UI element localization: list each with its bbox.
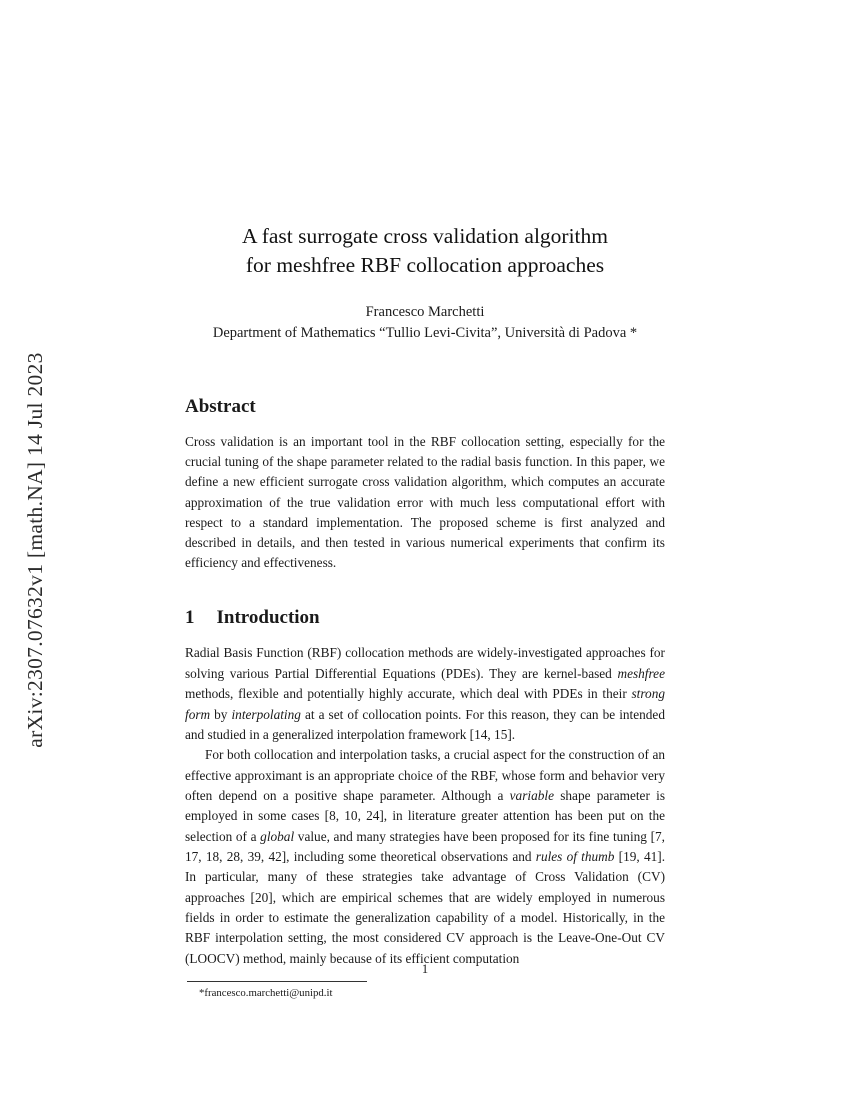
par2-seg-a: For both collocation and interpolation tasks, a crucial aspect for the construction of an effective approximant is an appropriate choice of the RBF, whose form and behavior very often depend on a positive shape parameter. Although a xyxy=(185,747,665,803)
footnote-email: *francesco.marchetti@unipd.it xyxy=(199,986,333,999)
abstract-heading: Abstract xyxy=(185,396,256,418)
par2-em-variable: variable xyxy=(509,787,554,803)
paper-content xyxy=(185,0,665,999)
author-name: Francesco Marchetti xyxy=(365,304,485,321)
section-1-number: 1 xyxy=(185,607,195,629)
section-1-paragraph-1 xyxy=(185,643,665,745)
par2-seg-d: [19, 41]. In particular, many of these strategies take advantage of Cross Validation (CV) approaches [20], which are empirical schemes that are widely employed in numerous fields in order to estimate the generalization capability of a model. Historically, in the RBF interpolation setting, the most considered CV approach is the Leave-One-Out CV (LOOCV) method, mainly because of its efficient computation xyxy=(185,848,666,966)
section-1-heading xyxy=(185,607,665,629)
section-1-title: Introduction xyxy=(216,607,320,629)
par2-em-global: global xyxy=(260,828,295,844)
abstract-text: Cross validation is an important tool in the RBF collocation setting, especially for the crucial tuning of the shape parameter related to the radial basis function. In this paper, we define a new efficient surrogate cross validation algorithm, which computes an accurate approximation of the true validation error with much less computational effort with respect to a standard implementation. The proposed scheme is first analyzed and described in details, and then tested in various numerical experiments that confirm its efficiency and effectiveness. xyxy=(185,434,665,571)
section-1-paragraph-2 xyxy=(185,745,665,969)
page-number: 1 xyxy=(421,962,429,976)
author-affiliation: Department of Mathematics “Tullio Levi-Civita”, Università di Padova * xyxy=(212,325,638,342)
par2-seg-c: value, and many strategies have been proposed for its fine tuning [7, 17, 18, 28, 39, 42], including some theoretical observations and xyxy=(185,828,665,864)
par2-seg-b: shape parameter is employed in some cases [8, 10, 24], in literature greater attention has been put on the selection of a xyxy=(185,787,665,844)
par1-em-meshfree: meshfree xyxy=(617,665,665,681)
arxiv-identifier-stamp: arXiv:2307.07632v1 [math.NA] 14 Jul 2023 xyxy=(22,352,47,748)
paper-title xyxy=(185,222,665,280)
par1-seg-b: methods, flexible and potentially highly accurate, which deal with PDEs in their xyxy=(185,686,632,702)
footnote-separator xyxy=(187,981,367,982)
par1-seg-c: by xyxy=(210,706,232,722)
paper-title-line-1: A fast surrogate cross validation algorithm xyxy=(241,224,608,248)
par2-em-rules-of-thumb: rules of thumb xyxy=(535,848,615,864)
par1-seg-d: at a set of collocation points. For this reason, they can be intended and studied in a generalized interpolation framework [14, 15]. xyxy=(185,706,665,742)
par1-seg-a: Radial Basis Function (RBF) collocation methods are widely-investigated approaches for solving various Partial Differential Equations (PDEs). They are kernel-based xyxy=(185,645,665,681)
paper-title-line-2: for meshfree RBF collocation approaches xyxy=(245,253,605,278)
par1-em-interpolating: interpolating xyxy=(231,706,301,722)
author-block xyxy=(185,302,665,344)
par1-em-strong-form: strong form xyxy=(185,686,665,722)
